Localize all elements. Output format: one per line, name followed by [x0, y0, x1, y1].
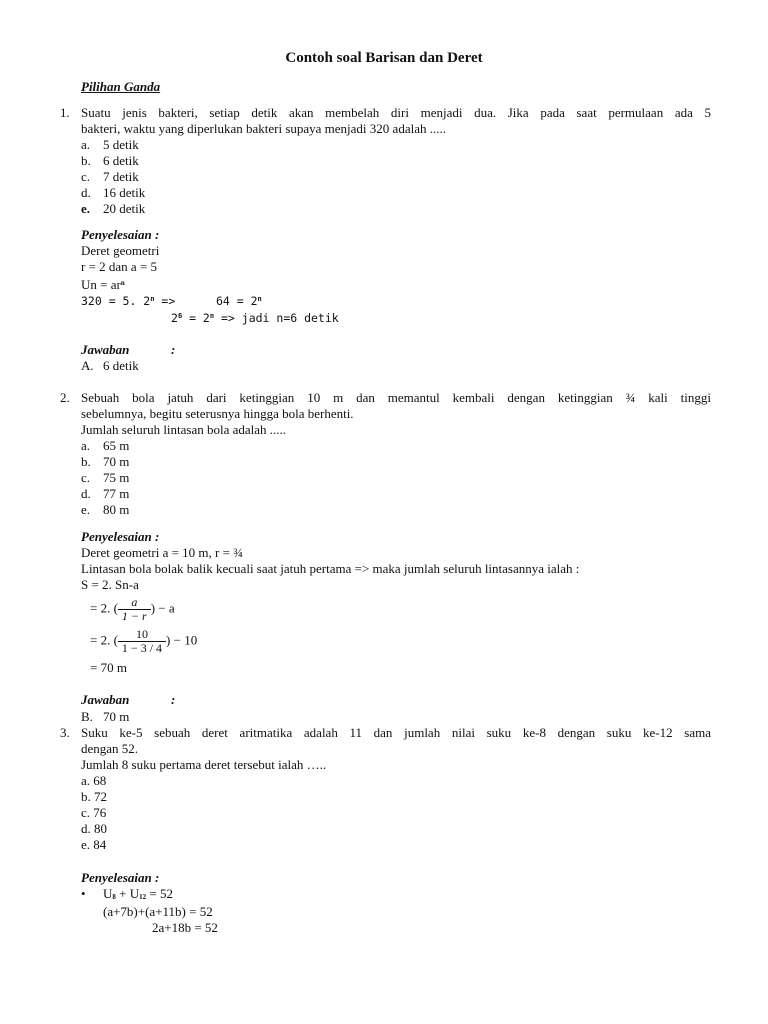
q1-penyelesaian-label: Penyelesaian :: [81, 227, 160, 242]
q1-option-a-text: 5 detik: [103, 137, 139, 152]
q1-option-c-letter: c.: [81, 169, 91, 184]
q2-answer-letter: B.: [81, 709, 93, 724]
q2-answer-text: 70 m: [103, 709, 130, 724]
q2-option-d-letter: d.: [81, 486, 91, 501]
q3-text-line3: Jumlah 8 suku pertama deret tersebut ialah …..: [81, 757, 327, 772]
q2-jawaban-label: Jawaban: [81, 692, 130, 707]
q2-solution-final: = 70 m: [90, 660, 127, 675]
q3-option-a: a. 68: [81, 773, 107, 788]
q2-number: 2.: [60, 390, 70, 405]
q3-text-line1: Suku ke-5 sebuah deret aritmatika adalah 11 dan jumlah nilai suku ke-8 dengan suku ke-12 sama: [81, 725, 711, 740]
q2-text-line2: sebelumnya, begitu seterusnya hingga bola berhenti.: [81, 406, 354, 421]
q1-solution-line4b: $64 = 2^n$: [216, 294, 262, 308]
q1-option-d-letter: d.: [81, 185, 91, 200]
q3-number: 3.: [60, 725, 70, 740]
page-title: Contoh soal Barisan dan Deret: [285, 50, 483, 66]
q1-solution-line2: r = 2 dan a = 5: [81, 259, 158, 274]
q1-option-e-text: 20 detik: [103, 201, 146, 216]
q3-text-line2: dengan 52.: [81, 741, 139, 756]
q1-option-c-text: 7 detik: [103, 169, 139, 184]
q2-solution-line2: Lintasan bola bolak balik kecuali saat jatuh pertama => maka jumlah seluruh lintasannya ialah :: [81, 561, 580, 576]
q2-penyelesaian-label: Penyelesaian :: [81, 529, 160, 544]
q3-solution-line2: (a+7b)+(a+11b) = 52: [103, 904, 213, 919]
q3-solution-line3: 2a+18b = 52: [152, 920, 218, 935]
q2-option-a-letter: a.: [81, 438, 91, 453]
q2-solution-line1: Deret geometri a = 10 m, r = ¾: [81, 545, 243, 560]
q2-text-line3: Jumlah seluruh lintasan bola adalah .....: [81, 422, 287, 437]
q2-option-c-text: 75 m: [103, 470, 130, 485]
q1-option-b-text: 6 detik: [103, 153, 139, 168]
q3-option-c: c. 76: [81, 805, 107, 820]
q2-formula-step2: = 2. ( $\frac{10}{1 - 3 / 4}$ ) − 10: [90, 627, 198, 655]
q2-fraction-1: $\frac{a}{1 - r}$: [118, 596, 151, 623]
q3-penyelesaian-label: Penyelesaian :: [81, 870, 160, 885]
q1-option-d-text: 16 detik: [103, 185, 146, 200]
q2-option-d-text: 77 m: [103, 486, 130, 501]
q1-solution-line3: $Un = ar^n$: [81, 277, 125, 292]
q2-option-e-text: 80 m: [103, 502, 130, 517]
q2-option-c-letter: c.: [81, 470, 91, 485]
q2-jawaban-colon: :: [171, 692, 176, 707]
q1-text-line1: Suatu jenis bakteri, setiap detik akan membelah diri menjadi dua. Jika pada saat permulaan ada 5: [81, 105, 711, 120]
q1-text-line2: bakteri, waktu yang diperlukan bakteri supaya menjadi 320 adalah .....: [81, 121, 446, 136]
q3-option-d: d. 80: [81, 821, 107, 836]
q2-fraction-2: $\frac{10}{1 - 3 / 4}$: [118, 628, 166, 655]
q1-answer-text: 6 detik: [103, 358, 139, 373]
q1-jawaban-colon: :: [171, 342, 176, 357]
q3-option-e: e. 84: [81, 837, 107, 852]
q1-solution-line1: Deret geometri: [81, 243, 160, 258]
q2-solution-line3: S = 2. Sn-a: [81, 577, 139, 592]
q1-answer-letter: A.: [81, 358, 94, 373]
q2-text-line1: Sebuah bola jatuh dari ketinggian 10 m dan memantul kembali dengan ketinggian ¾ kali tinggi: [81, 390, 711, 405]
q1-option-a-letter: a.: [81, 137, 91, 152]
q3-option-b: b. 72: [81, 789, 107, 804]
q2-formula-step1: = 2. ( $\frac{a}{1 - r}$ ) − a: [90, 595, 175, 623]
q1-number: 1.: [60, 105, 70, 120]
q2-option-b-text: 70 m: [103, 454, 130, 469]
section-heading: Pilihan Ganda: [81, 79, 161, 94]
q3-bullet: •: [81, 886, 86, 901]
q1-solution-line5: $2^6 = 2^n$ => jadi n=6 detik: [171, 311, 339, 325]
q1-option-e-letter: e.: [81, 201, 91, 216]
q2-option-b-letter: b.: [81, 454, 91, 469]
q2-option-e-letter: e.: [81, 502, 91, 517]
q1-solution-line4a: 320 = 5. $2^n$ =>: [81, 294, 176, 308]
q3-solution-line1: U8 + U12 = 52: [103, 886, 173, 901]
q2-option-a-text: 65 m: [103, 438, 130, 453]
q1-jawaban-label: Jawaban: [81, 342, 130, 357]
q1-option-b-letter: b.: [81, 153, 91, 168]
